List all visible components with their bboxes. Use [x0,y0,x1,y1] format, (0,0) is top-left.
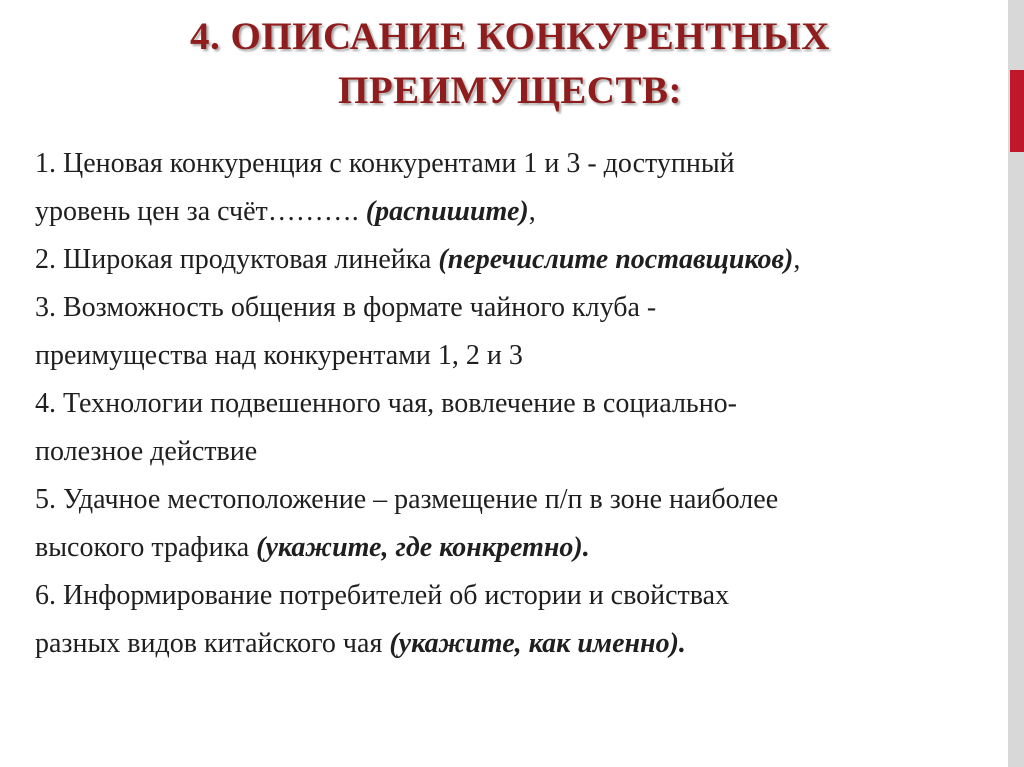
line-after: , [528,196,536,227]
line-text: 1. Ценовая конкуренция с конкурентами 1 и 3 - доступный [35,148,735,179]
line-text: преимущества над конкурентами 1, 2 и 3 [35,340,523,371]
line-text: 4. Технологии подвешенного чая, вовлечение в социально- [35,388,738,419]
list-item-line [35,428,995,476]
line-emphasis: (укажите, как именно). [389,628,686,659]
line-text: 6. Информирование потребителей об истории и свойствах [35,580,730,611]
list-item-line [35,380,995,428]
list-item-line [35,524,995,572]
line-text: 5. Удачное местоположение – размещение п/п в зоне наиболее [35,484,779,515]
line-after: , [793,244,801,275]
list-item-line [35,140,995,188]
line-text: 2. Широкая продуктовая линейка [35,244,439,275]
list-item-line [35,476,995,524]
line-text: 3. Возможность общения в формате чайного клуба - [35,292,657,323]
list-item-line [35,236,995,284]
advantages-list [35,140,995,668]
list-item-line [35,188,995,236]
line-text: разных видов китайского чая [35,628,390,659]
list-item-line [35,620,995,668]
list-item-line [35,284,995,332]
line-text: уровень цен за счёт………. [35,196,366,227]
line-emphasis: (укажите, где конкретно). [256,532,590,563]
line-emphasis: (перечислите поставщиков) [438,244,794,275]
slide-title-line-2: ПРЕИМУЩЕСТВ: [338,69,682,112]
slide-title-line-1: 4. ОПИСАНИЕ КОНКУРЕНТНЫХ [190,15,830,58]
list-item-line [35,572,995,620]
line-text: полезное действие [35,436,258,467]
slide-title [60,10,960,118]
line-text: высокого трафика [35,532,257,563]
list-item-line [35,332,995,380]
line-emphasis: (распишите) [365,196,529,227]
side-accent-red-block [1010,70,1024,152]
